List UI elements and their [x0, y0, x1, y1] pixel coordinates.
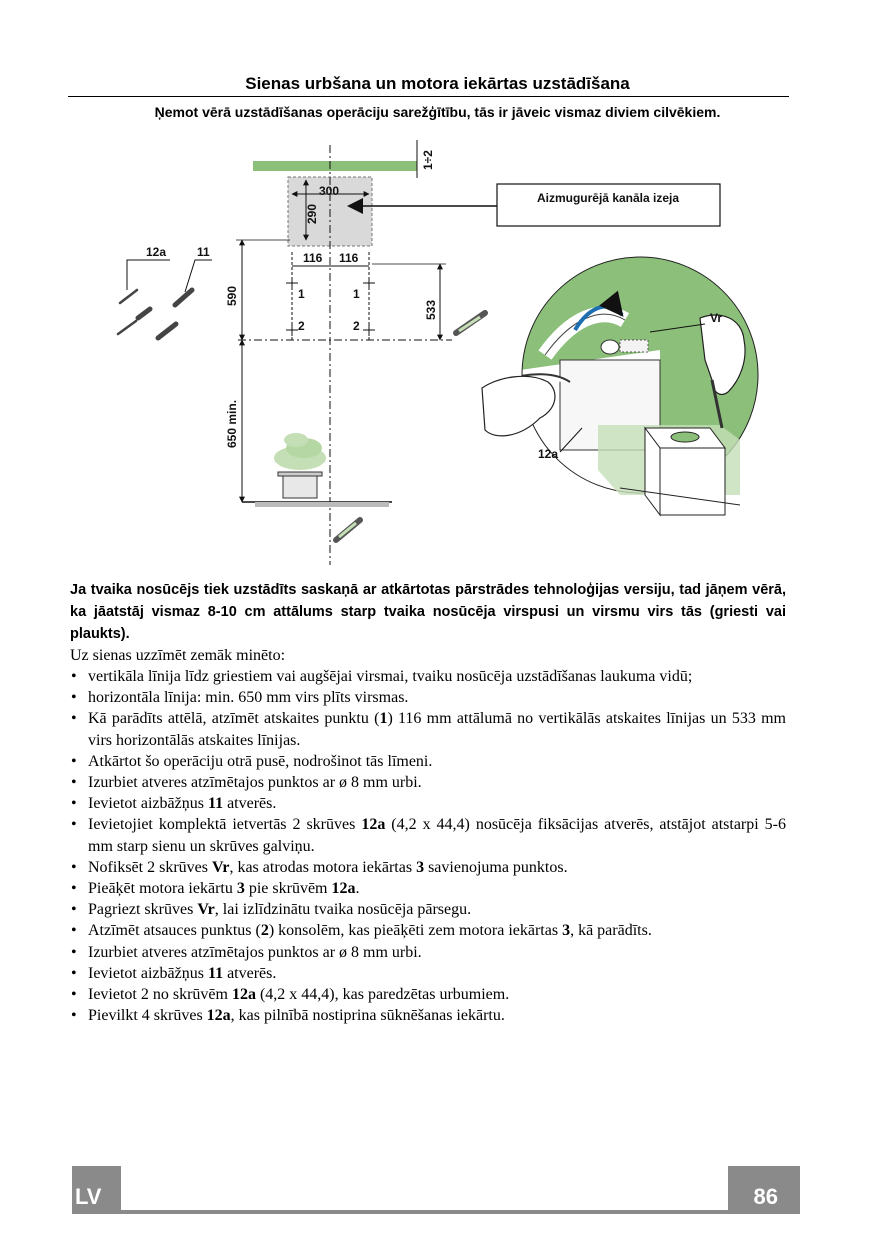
page-number-badge: [728, 1166, 800, 1214]
step-item: • Ievietot aizbāžņus 11 atverēs.: [70, 793, 786, 814]
title-divider: [68, 96, 789, 97]
point-2-left-label: 2: [298, 319, 305, 333]
step-item: • Kā parādīts attēlā, atzīmēt atskaites punktu (1) 116 mm attālumā no vertikālās atskaites līnijas un 533 mm virs horizontālās atskaites līnijas.: [70, 708, 786, 750]
language-label: LV: [75, 1184, 102, 1209]
left-offset-label: 116: [303, 251, 323, 265]
ceiling-strip: [253, 161, 417, 171]
step-item: • Atkārtot šo operāciju otrā pusē, nodrošinot tās līmeni.: [70, 751, 786, 772]
plug-icon: [138, 290, 192, 338]
step-item: • vertikāla līnija līdz griestiem vai augšējai virsmai, tvaiku nosūcēja uzstādīšanas laukuma vidū;: [70, 666, 786, 687]
label-590: 590: [225, 285, 239, 306]
footer-divider: [121, 1210, 728, 1214]
step-item: • Ievietojiet komplektā ietvertās 2 skrūves 12a (4,2 x 44,4) nosūcēja fiksācijas atverēs, atstājot atstarpi 5-6 mm starp sienu un skrūves galviņu.: [70, 814, 786, 856]
step-item: • Pieāķēt motora iekārtu 3 pie skrūvēm 12a.: [70, 878, 786, 899]
right-offset-label: 116: [339, 251, 359, 265]
page-number: 86: [753, 1184, 778, 1209]
step-item: • Pievilkt 4 skrūves 12a, kas pilnībā nostiprina sūknēšanas iekārtu.: [70, 1005, 786, 1026]
label-533: 533: [424, 299, 438, 320]
reference-point-2-left: [286, 324, 298, 336]
step-item: • Izurbiet atveres atzīmētajos punktos ar ø 8 mm urbi.: [70, 772, 786, 793]
step-item: • horizontāla līnija: min. 650 mm virs plīts virsmas.: [70, 687, 786, 708]
plug-11-label: 11: [197, 245, 210, 259]
screw-icon: [118, 290, 137, 334]
installation-diagram: [0, 130, 875, 570]
point-1-left-label: 1: [298, 287, 305, 301]
screw-leader: [127, 260, 170, 290]
motor-unit: [598, 425, 740, 515]
reference-point-2-right: [363, 324, 375, 336]
marking-intro: Uz sienas uzzīmēt zemāk minēto:: [70, 647, 286, 664]
page-title: Sienas urbšana un motora iekārtas uzstādīšana: [245, 74, 630, 93]
pencil-icon: [456, 313, 485, 333]
warning-note: Ņemot vērā uzstādīšanas operāciju sarežģītību, tās ir jāveic vismaz diviem cilvēkiem.: [154, 104, 721, 120]
steps-list: [70, 666, 786, 1026]
step-item: • Nofiksēt 2 skrūves Vr, kas atrodas motora iekārtas 3 savienojuma punktos.: [70, 857, 786, 878]
point-2-right-label: 2: [353, 319, 360, 333]
pencil-bottom-icon: [336, 520, 360, 540]
reference-point-1-left: [286, 277, 298, 289]
vr-label: Vr: [710, 311, 723, 325]
language-badge: [72, 1166, 121, 1214]
plug-leader: [185, 260, 212, 292]
step-item: • Atzīmēt atsauces punktus (2) konsolēm, kas pieāķēti zem motora iekārtas 3, kā parādīts.: [70, 920, 786, 941]
step-item: • Ievietot 2 no skrūvēm 12a (4,2 x 44,4), kas paredzētas urbumiem.: [70, 984, 786, 1005]
gap-label: 1÷2: [421, 150, 435, 170]
screw-12a-label: 12a: [146, 245, 167, 259]
label-650-min: 650 min.: [225, 399, 239, 448]
reference-point-1-right: [363, 277, 375, 289]
hob-with-pot: [242, 433, 392, 507]
step-item: • Ievietot aizbāžņus 11 atverēs.: [70, 963, 786, 984]
recirculation-note: Ja tvaika nosūcējs tiek uzstādīts saskaņā ar atkārtotas pārstrādes tehnoloģijas versiju, tad jāņem vērā, ka jāatstāj vismaz 8-10 cm attālums starp tvaika nosūcēja virspusi un virsmu virs tās (griesti vai plaukts).: [70, 582, 786, 642]
step-item: • Izurbiet atveres atzīmētajos punktos ar ø 8 mm urbi.: [70, 942, 786, 963]
point-1-right-label: 1: [353, 287, 360, 301]
step-item: • Pagriezt skrūves Vr, lai izlīdzinātu tvaika nosūcēja pārsegu.: [70, 899, 786, 920]
rear-outlet-label: Aizmugurējā kanāla izeja: [536, 191, 680, 205]
instructions: [70, 579, 786, 1026]
screw-12a-detail-label: 12a: [538, 447, 559, 461]
height-label: 290: [305, 203, 319, 224]
width-label: 300: [319, 184, 340, 198]
